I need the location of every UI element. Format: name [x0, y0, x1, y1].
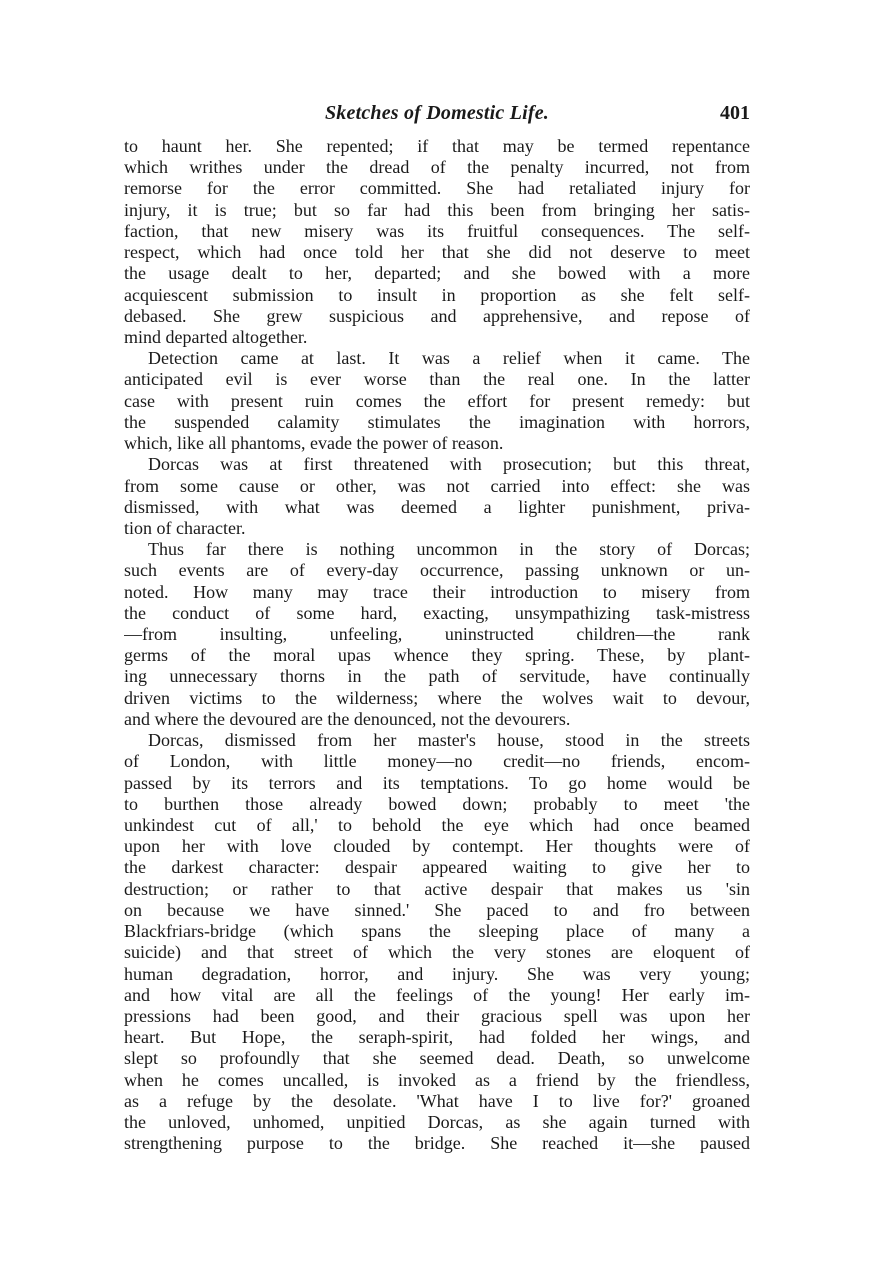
text-line: to haunt her. She repented; if that may be termed repentance	[124, 136, 750, 156]
text-line: the usage dealt to her, departed; and she bowed with a more	[124, 263, 750, 284]
text-line: respect, which had once told her that she did not deserve to meet	[124, 242, 750, 263]
text-line: and how vital are all the feelings of the young! Her early im-	[124, 984, 750, 1005]
text-line: pressions had been good, and their gracious spell was upon her	[124, 1005, 750, 1026]
text-line: the darkest character: despair appeared waiting to give her to	[124, 857, 750, 878]
text-line: dismissed, with what was deemed a lighter punishment, priva-	[124, 496, 750, 517]
text-line: from some cause or other, was not carried into effect: she was	[124, 475, 750, 496]
text-line: such events are of every-day occurrence, passing unknown or un-	[124, 560, 750, 581]
text-line: strengthening purpose to the bridge. She reached it—she paused	[124, 1133, 750, 1154]
text-line: —from insulting, unfeeling, uninstructed children—the rank	[124, 624, 750, 645]
text-line: tion of character.	[124, 517, 246, 538]
text-line: case with present ruin comes the effort for present remedy: but	[124, 390, 750, 411]
text-line: human degradation, horror, and injury. She was very young;	[124, 963, 750, 984]
text-line: germs of the moral upas whence they spring. These, by plant-	[124, 645, 750, 666]
text-line: ing unnecessary thorns in the path of servitude, have continually	[124, 666, 750, 687]
text-line: unkindest cut of all,' to behold the eye which had once beamed	[124, 815, 750, 835]
text-line: upon her with love clouded by contempt. Her thoughts were of	[124, 836, 750, 857]
text-line: and where the devoured are the denounced, not the devourers.	[124, 708, 571, 729]
body-text	[124, 136, 750, 1155]
text-line: the unloved, unhomed, unpitied Dorcas, as she again turned with	[124, 1112, 750, 1133]
running-head	[124, 102, 750, 130]
text-line: anticipated evil is ever worse than the real one. In the latter	[124, 369, 750, 390]
page-number: 401	[720, 102, 750, 124]
text-line: acquiescent submission to insult in proportion as she felt self-	[124, 284, 750, 305]
text-line: of London, with little money—no credit—no friends, encom-	[124, 751, 750, 772]
text-line: faction, that new misery was its fruitful consequences. The self-	[124, 220, 750, 241]
text-line: Dorcas, dismissed from her master's house, stood in the streets	[148, 730, 750, 751]
text-line: Blackfriars-bridge (which spans the sleeping place of many a	[124, 921, 750, 942]
text-line: on because we have sinned.' She paced to and fro between	[124, 899, 750, 920]
text-line: passed by its terrors and its temptations. To go home would be	[124, 772, 750, 793]
text-line: Dorcas was at first threatened with prosecution; but this threat,	[148, 454, 750, 475]
running-title: Sketches of Domestic Life.	[324, 102, 550, 124]
text-line: when he comes uncalled, is invoked as a friend by the friendless,	[124, 1069, 750, 1090]
text-line: debased. She grew suspicious and apprehensive, and repose of	[124, 305, 750, 326]
text-line: noted. How many may trace their introduction to misery from	[124, 581, 750, 602]
text-line: destruction; or rather to that active despair that makes us 'sin	[124, 878, 750, 899]
text-line: Detection came at last. It was a relief when it came. The	[148, 348, 750, 369]
text-line: remorse for the error committed. She had retaliated injury for	[124, 178, 750, 199]
text-line: the conduct of some hard, exacting, unsympathizing task-mistress	[124, 602, 750, 623]
text-line: suicide) and that street of which the very stones are eloquent of	[124, 942, 750, 963]
text-line: which, like all phantoms, evade the power of reason.	[124, 433, 504, 454]
text-line: slept so profoundly that she seemed dead. Death, so unwelcome	[124, 1048, 750, 1069]
text-line: heart. But Hope, the seraph-spirit, had folded her wings, and	[124, 1027, 750, 1048]
text-line: to burthen those already bowed down; probably to meet 'the	[124, 793, 750, 814]
text-line: injury, it is true; but so far had this been from bringing her satis-	[124, 199, 750, 220]
text-line: mind departed altogether.	[124, 326, 308, 347]
text-line: as a refuge by the desolate. 'What have I to live for?' groaned	[124, 1090, 750, 1111]
text-line: which writhes under the dread of the penalty incurred, not from	[124, 157, 750, 178]
text-line: Thus far there is nothing uncommon in the story of Dorcas;	[148, 539, 750, 560]
text-line: driven victims to the wilderness; where the wolves wait to devour,	[124, 687, 750, 708]
text-line: the suspended calamity stimulates the imagination with horrors,	[124, 411, 750, 432]
